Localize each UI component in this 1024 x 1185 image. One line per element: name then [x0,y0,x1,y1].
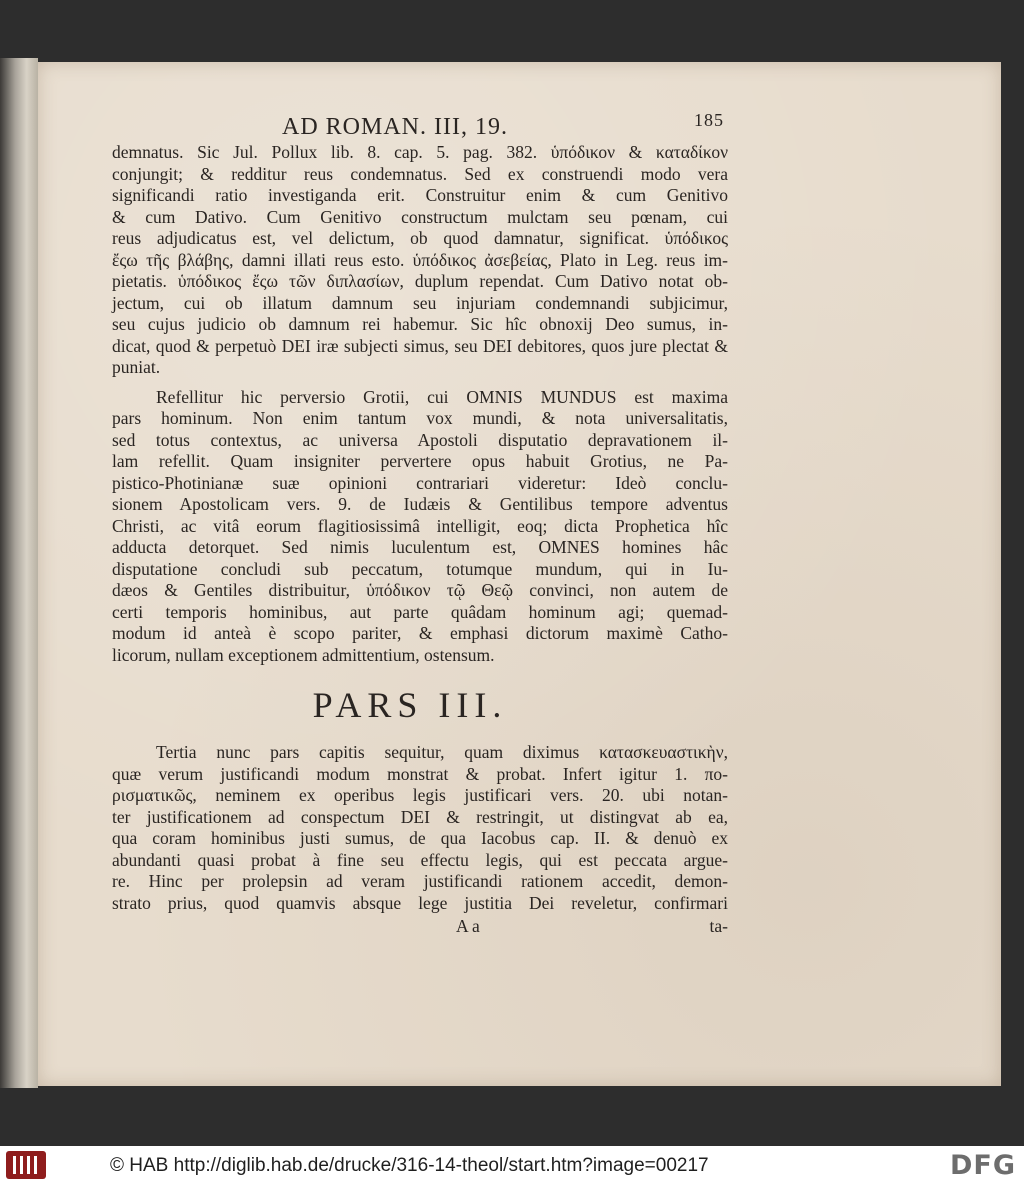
text-line: lam refellit. Quam insigniter pervertere opus habuit Grotius, ne Pa- [112,451,728,471]
page-number: 185 [694,110,724,130]
text-line: jectum, cui ob illatum damnum seu injuriam condemnandi subjicimur, [112,292,728,313]
text-line: re. Hinc per prolepsin ad veram justificandi rationem accedit, demon- [112,871,728,891]
paragraph-1 [112,142,728,379]
text-line: modum id anteà è scopo pariter, & emphasi dictorum maximè Catho- [112,623,728,643]
text-line: abundanti quasi probat à fine seu effectu legis, qui est peccata argue- [112,849,728,870]
text-line: reus adjudicatus est, vel delictum, ob quod damnatur, significat. ὑπόδικος [112,228,728,248]
text-line: Refellitur hic perversio Grotii, cui OMNIS MUNDUS est maxima [156,386,728,407]
book-edge [0,58,38,1088]
text-line: puniat. [112,357,161,377]
text-line: quæ verum justificandi modum monstrat & probat. Infert igitur 1. πο- [112,763,728,784]
text-line: seu cujus judicio ob damnum rei habemur. Sic hîc obnoxij Deo sumus, in- [112,314,728,334]
text-line: conjungit; & redditur reus condemnatus. Sed ex construendi modo vera [112,163,728,184]
text-line: certi temporis hominibus, aut parte quâdam hominum agi; quemad- [112,601,728,622]
text-line: sionem Apostolicam vers. 9. de Iudæis & Gentilibus tempore adventus [112,494,728,514]
catchword: ta- [709,916,728,936]
text-line: dicat, quod & perpetuò DEI iræ subjecti simus, seu DEI debitores, quos jure plectat & [112,335,728,356]
text-line: pietatis. ὑπόδικος ἔςω τῶν διπλασίων, duplum rependat. Cum Dativo notat ob- [112,271,728,291]
running-head [112,110,728,142]
footer-bar [0,1146,1024,1185]
text-line: sed totus contextus, ac universa Apostoli disputatio depravationem il- [112,429,728,450]
running-title: AD ROMAN. III, 19. [282,114,508,140]
footer-credit-link[interactable]: © HAB http://diglib.hab.de/drucke/316-14-theol/start.htm?image=00217 [110,1155,709,1176]
text-line: qua coram hominibus justi sumus, de qua Iacobus cap. II. & denuò ex [112,828,728,848]
text-line: significandi ratio investiganda erit. Construitur enim & cum Genitivo [112,185,728,205]
book-page [38,62,1001,1086]
paragraph-3 [112,742,728,914]
signature-mark: A a [456,916,480,936]
text-line: demnatus. Sic Jul. Pollux lib. 8. cap. 5. pag. 382. ὑπόδικον & καταδίκον [112,142,728,162]
section-title: PARS III. [312,685,508,725]
page-footer-row [112,916,728,940]
text-line: disputatione concludi sub peccatum, totumque mundum, qui in Iu- [112,558,728,579]
paragraph-2 [112,387,728,667]
text-line: licorum, nullam exceptionem admittentium, ostensum. [112,644,495,665]
text-line: ρισματικῶς, neminem ex operibus legis justificari vers. 20. ubi notan- [112,785,728,805]
text-block [112,110,728,940]
text-line: & cum Dativo. Cum Genitivo constructum mulctam seu pœnam, cui [112,206,728,227]
text-line: adducta detorquet. Sed nimis luculentum est, OMNES homines hâc [112,537,728,557]
text-line: Christi, ac vitâ eorum flagitiosissimâ intelligit, eoq; dicta Prophetica hîc [112,515,728,536]
text-line: ἔςω τῆς βλάβης, damni illati reus esto. ὑπόδικος ἀσεβείας, Plato in Leg. reus im- [112,249,728,270]
dfg-logo: DFG [949,1150,1016,1181]
text-line: Tertia nunc pars capitis sequitur, quam diximus κατασκευαστικὴν, [156,742,728,762]
text-line: pars hominum. Non enim tantum vox mundi, & nota universalitatis, [112,408,728,428]
text-line: pistico-Photinianæ suæ opinioni contrariari videretur: Ideò conclu- [112,472,728,493]
hab-logo-icon [6,1151,46,1179]
text-line: ter justificationem ad conspectum DEI & restringit, ut distingvat ab ea, [112,806,728,827]
text-line: dæos & Gentiles distribuitur, ὑπόδικον τῷ Θεῷ convinci, non autem de [112,580,728,600]
text-line: strato prius, quod quamvis absque lege justitia Dei reveletur, confirmari [112,892,728,913]
